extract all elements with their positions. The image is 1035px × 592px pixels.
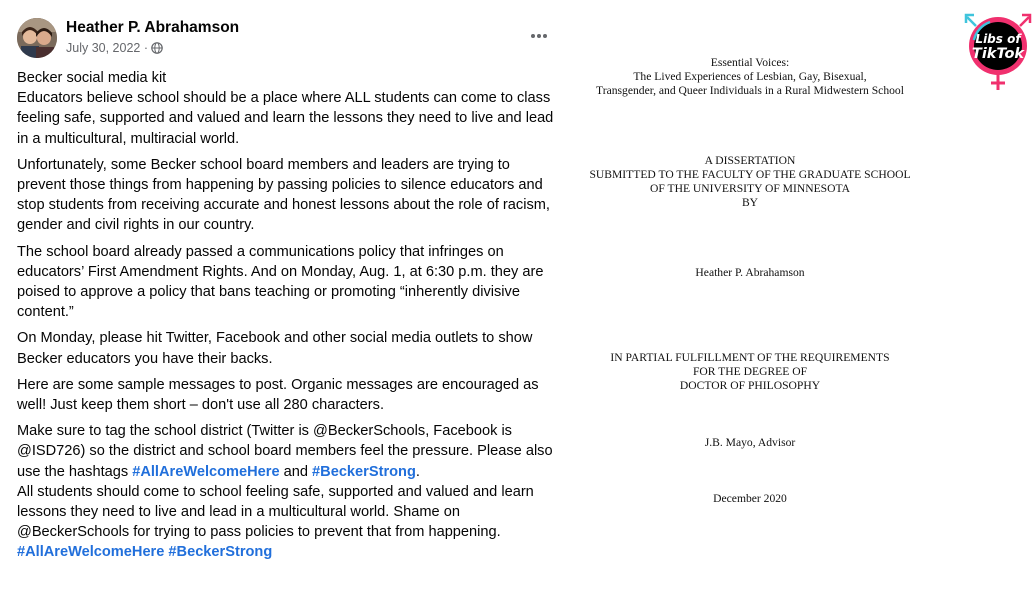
post-date[interactable]: July 30, 2022 · xyxy=(66,41,148,55)
dissertation-advisor: J.B. Mayo, Advisor xyxy=(704,436,796,449)
dissertation-by-line: BY xyxy=(741,196,759,209)
dissertation-title-line-2: The Lived Experiences of Lesbian, Gay, Bisexual, xyxy=(633,70,867,83)
dissertation-requirements-line-1: IN PARTIAL FULFILLMENT OF THE REQUIREMENTS xyxy=(610,351,890,364)
author-name[interactable]: Heather P. Abrahamson xyxy=(66,19,240,36)
hashtag-link[interactable]: #AllAreWelcomeHere xyxy=(17,544,165,561)
dissertation-university-line: OF THE UNIVERSITY OF MINNESOTA xyxy=(649,182,851,195)
dissertation-title-line-1: Essential Voices: xyxy=(710,56,790,69)
post-paragraph-6-text: Make sure to tag the school district (Twitter is @BeckerSchools, Facebook is @ISD726) so the district and school board members feel the pressure. Please also use the hashtags xyxy=(17,423,553,480)
post-paragraph-6 xyxy=(17,421,562,482)
post-title: Becker social media kit xyxy=(17,70,167,86)
post-paragraph-6-end: . xyxy=(415,463,420,480)
hashtag-link[interactable]: #AllAreWelcomeHere xyxy=(132,463,280,480)
globe-icon[interactable] xyxy=(151,42,163,54)
avatar[interactable] xyxy=(17,18,57,58)
post-paragraph-6-and: and xyxy=(279,463,313,480)
logo-text-line-1: Libs of xyxy=(975,32,1021,46)
hashtag-link[interactable]: #BeckerStrong xyxy=(168,544,273,561)
dissertation-author: Heather P. Abrahamson xyxy=(695,266,805,279)
dissertation-heading: A DISSERTATION xyxy=(704,154,796,167)
avatar-image xyxy=(17,18,57,58)
dissertation-title-page xyxy=(570,50,930,570)
post-paragraph-2: Unfortunately, some Becker school board members and leaders are trying to prevent those things from happening by passing policies to silence educators and stop students from receiving accurate and honest lessons about the role of racism, gender and civil rights in our country. xyxy=(17,156,550,234)
post-paragraph-5: Here are some sample messages to post. Organic messages are encouraged as well! Just keep them short – don't use all 280 characters. xyxy=(17,376,539,414)
libs-of-tiktok-logo xyxy=(962,10,1034,92)
post-meta xyxy=(66,41,163,55)
dissertation-requirements-line-2: FOR THE DEGREE OF xyxy=(692,365,808,378)
more-options-icon[interactable] xyxy=(526,26,552,46)
dissertation-submitted-line: SUBMITTED TO THE FACULTY OF THE GRADUATE SCHOOL xyxy=(589,168,911,181)
post-body xyxy=(17,68,562,569)
dissertation-date: December 2020 xyxy=(713,492,787,505)
post-paragraph-1: Educators believe school should be a place where ALL students can come to class feeling safe, supported and valued and learn the lessons they need to live and lead in a multicultural, multiracial world. xyxy=(17,90,554,147)
dissertation-title-line-3: Transgender, and Queer Individuals in a Rural Midwestern School xyxy=(596,84,904,97)
dissertation-requirements-line-3: DOCTOR OF PHILOSOPHY xyxy=(679,379,821,392)
post-paragraph-4: On Monday, please hit Twitter, Facebook and other social media outlets to show Becker educators you have their backs. xyxy=(17,330,533,367)
post-paragraph-7-text: All students should come to school feeling safe, supported and valued and learn lessons they need to live and lead in a multicultural world. Shame on @BeckerSchools for trying to pass policies to prevent that from happening. xyxy=(17,483,534,541)
hashtag-link[interactable]: #BeckerStrong xyxy=(312,463,416,480)
post-paragraph-7 xyxy=(17,482,562,563)
logo-text-line-2: TikTok xyxy=(971,46,1025,62)
post-paragraph-3: The school board already passed a communications policy that infringes on educators’ First Amendment Rights. And on Monday, Aug. 1, at 6:30 p.m. they are poised to approve a policy that bans teaching or promoting “inherently divisive content.” xyxy=(17,243,544,321)
